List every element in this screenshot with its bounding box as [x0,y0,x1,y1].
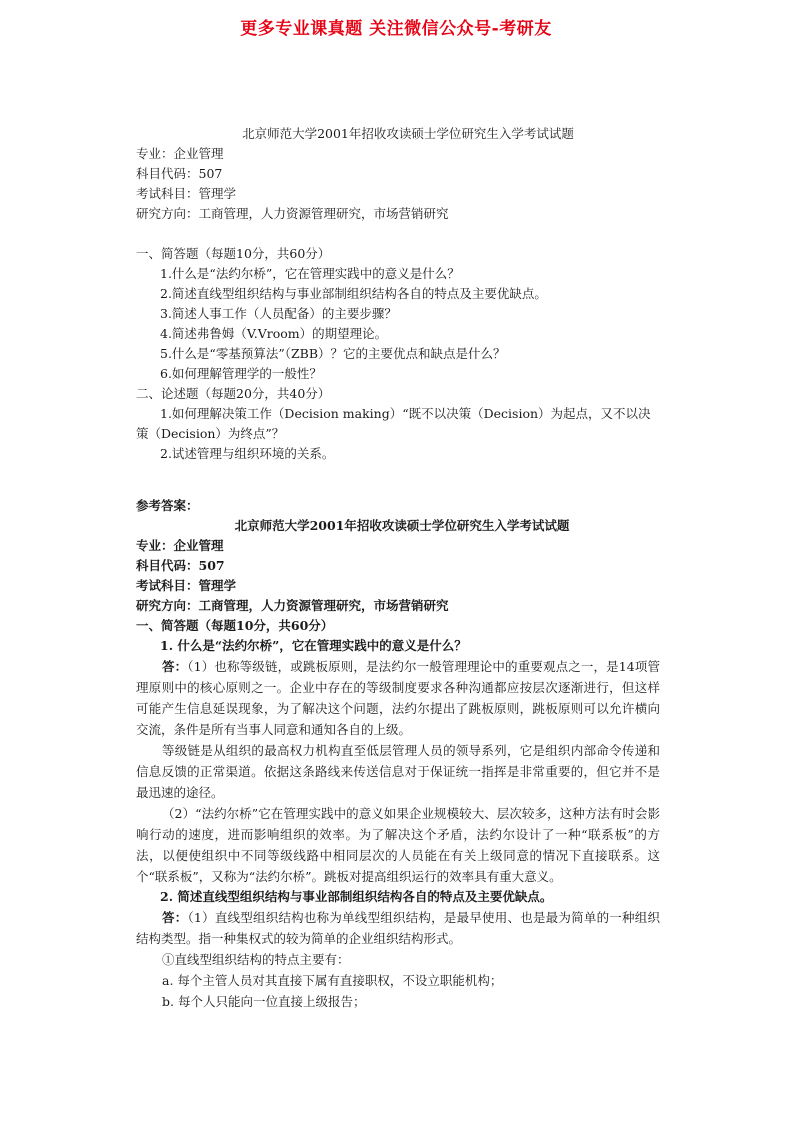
answer-1-paragraph-1 [136,656,660,740]
exam-question-5: 5.什么是“零基预算法”（ZBB）？它的主要优点和缺点是什么？ [160,346,506,361]
answer-label: 答： [162,659,188,674]
exam-question-3: 3.简述人事工作（人员配备）的主要步骤？ [160,306,397,321]
answers-title: 北京师范大学2001年招收攻读硕士学位研究生入学考试试题 [234,518,570,533]
exam-code: 科目代码：507 [136,166,223,181]
answer-label: 答： [162,910,188,925]
exam-question-7: 1.如何理解决策工作（Decision making）“既不以决策（Decision）为起点，又不以决策（Decision）为终点”？ [136,406,651,441]
exam-question-8: 2.试述管理与组织环境的关系。 [160,446,335,461]
answers-question-2: 2. 简述直线型组织结构与事业部制组织结构各自的特点及主要优缺点。 [160,889,553,904]
promo-banner: 更多专业课真题 关注微信公众号-考研友 [240,19,552,39]
answer-2-point-1: ①直线型组织结构的特点主要有： [162,952,350,967]
answer-2-point-a: a. 每个主管人员对其直接下属有直接职权，不设立职能机构； [162,973,503,988]
answers-code: 科目代码：507 [136,558,225,573]
exam-section [136,124,660,464]
answers-direction: 研究方向：工商管理，人力资源管理研究，市场营销研究 [136,598,449,613]
answers-subject: 考试科目：管理学 [136,578,237,593]
exam-question-6: 6.如何理解管理学的一般性？ [160,366,322,381]
answers-section [136,496,660,1012]
exam-major: 专业：企业管理 [136,146,224,161]
exam-title: 北京师范大学2001年招收攻读硕士学位研究生入学考试试题 [242,126,574,141]
answers-heading: 参考答案： [136,498,199,513]
exam-part2-heading: 二、论述题（每题20分，共40分） [136,386,331,401]
answers-major: 专业：企业管理 [136,538,224,553]
answers-part1-heading: 一、简答题（每题10分，共60分） [136,618,334,633]
exam-direction: 研究方向：工商管理，人力资源管理研究，市场营销研究 [136,206,449,221]
answer-2-point-b: b. 每个人只能向一位直接上级报告； [162,994,366,1009]
exam-question-1: 1.什么是“法约尔桥”，它在管理实践中的意义是什么？ [160,266,460,281]
exam-part1-heading: 一、简答题（每题10分，共60分） [136,246,331,261]
answer-2-text-1: （1）直线型组织结构也称为单线型组织结构，是最早使用、也是最为简单的一种组织结构类型。指一种集权式的较为简单的企业组织结构形式。 [136,910,660,946]
answer-1-paragraph-2: 等级链是从组织的最高权力机构直至低层管理人员的领导系列，它是组织内部命令传递和信息反馈的正常渠道。依据这条路线来传送信息对于保证统一指挥是非常重要的，但它并不是最迅速的途径。 [136,743,660,800]
exam-subject: 考试科目：管理学 [136,186,237,201]
answer-1-paragraph-3: （2）“法约尔桥”它在管理实践中的意义如果企业规模较大、层次较多，这种方法有时会影响行动的速度，进而影响组织的效率。为了解决这个矛盾，法约尔设计了一种“联系板”的方法，以便使组织中不同等级线路中相同层次的人员能在有关上级同意的情况下直接联系。这个“联系板”，又称为“法约尔桥”。跳板对提高组织运行的效率具有重大意义。 [136,806,660,884]
answers-question-1: 1. 什么是“法约尔桥”，它在管理实践中的意义是什么？ [160,638,467,653]
answer-2-paragraph-1 [136,907,660,949]
answer-1-text-1: （1）也称等级链，或跳板原则，是法约尔一般管理理论中的重要观点之一，是14项管理原则中的核心原则之一。企业中存在的等级制度要求各种沟通都应按层次逐渐进行，但这样可能产生信息延误现象，为了解决这个问题，法约尔提出了跳板原则，跳板原则可以允许横向交流，条件是所有当事人同意和通知各自的上级。 [136,659,660,737]
exam-question-2: 2.简述直线型组织结构与事业部制组织结构各自的特点及主要优缺点。 [160,286,547,301]
exam-question-4: 4.简述弗鲁姆（V.Vroom）的期望理论。 [160,326,388,341]
